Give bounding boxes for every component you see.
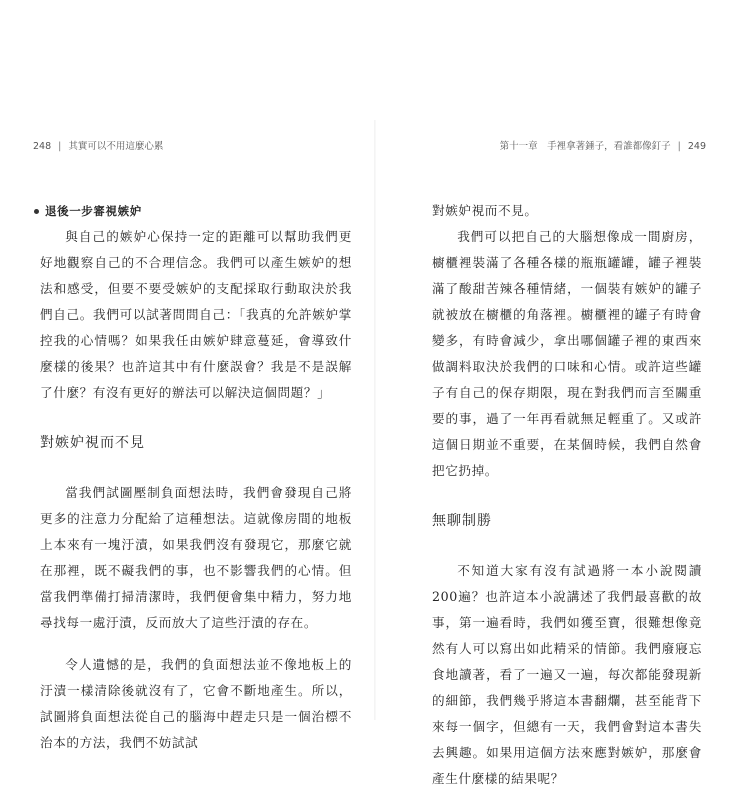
bullet-dot-icon bbox=[34, 209, 39, 214]
right-page-body bbox=[432, 198, 702, 792]
left-paragraph-3: 令人遺憾的是，我們的負面想法並不像地板上的汙漬一樣清除後就沒有了，它會不斷地產生。所以，試圖將負面想法從自己的腦海中趕走只是一個治標不治本的方法，我們不妨試試 bbox=[40, 657, 352, 750]
right-running-header bbox=[500, 138, 706, 152]
left-running-header bbox=[33, 138, 163, 152]
bullet-heading-text: 退後一步審視嫉妒 bbox=[45, 204, 142, 218]
right-paragraph-2: 不知道大家有沒有試過將一本小說閱讀200遍？也許這本小說講述了我們最喜歡的故事，第一遍看時，我們如獲至寶，很難想像竟然有人可以寫出如此精采的情節。我們廢寢忘食地讀著，看了一遍又一遍，每次都能發現新的細節，我們幾乎將這本書翻爛，甚至能背下來每一個字，但總有一天，我們會對這本書失去興趣。如果用這個方法來應對嫉妒，那麼會產生什麼樣的結果呢？ bbox=[432, 563, 702, 786]
right-page-number: 249 bbox=[687, 141, 706, 152]
left-page bbox=[0, 0, 375, 750]
header-separator: | bbox=[58, 141, 62, 152]
left-running-title: 其實可以不用這麼心累 bbox=[68, 141, 164, 152]
left-page-number: 248 bbox=[33, 141, 52, 152]
right-paragraph-1: 我們可以把自己的大腦想像成一間廚房，櫥櫃裡裝滿了各種各樣的瓶瓶罐罐，罐子裡裝滿了酸甜苦辣各種情緒，一個裝有嫉妒的罐子就被放在櫥櫃的角落裡。櫥櫃裡的罐子有時會變多，有時會減少，拿出哪個罐子裡的東西來做調料取決於我們的口味和心情。或許這些罐子有自己的保存期限，現在對我們而言至關重要的事，過了一年再看就無足輕重了。又或許這個日期並不重要，在某個時候，我們自然會把它扔掉。 bbox=[432, 229, 702, 478]
left-paragraph-1: 與自己的嫉妒心保持一定的距離可以幫助我們更好地觀察自己的不合理信念。我們可以產生嫉妒的想法和感受，但要不要受嫉妒的支配採取行動取決於我們自己。我們可以試著問問自己：「我真的允許嫉妒掌控我的心情嗎？如果我任由嫉妒肆意蔓延，會導致什麼樣的後果？也許這其中有什麼誤會？我是不是誤解了什麼？有沒有更好的辦法可以解決這個問題？」 bbox=[40, 229, 352, 400]
header-separator: | bbox=[677, 141, 681, 152]
left-paragraph-2: 當我們試圖壓制負面想法時，我們會發現自己將更多的注意力分配給了這種想法。這就像房間的地板上本來有一塊汙漬，如果我們沒有發現它，那麼它就在那裡，既不礙我們的事，也不影響我們的心情。但當我們準備打掃清潔時，我們便會集中精力，努力地尋找每一處汙漬，反而放大了這些汙漬的存在。 bbox=[40, 485, 352, 630]
left-section-heading: 對嫉妒視而不見 bbox=[40, 435, 145, 451]
bullet-heading bbox=[34, 198, 352, 224]
left-page-body bbox=[40, 198, 352, 756]
right-page bbox=[375, 0, 750, 786]
right-section-heading: 無聊制勝 bbox=[432, 513, 492, 529]
right-running-title: 第十一章 手裡拿著錘子，看誰都像釘子 bbox=[499, 141, 671, 152]
right-paragraph-0: 對嫉妒視而不見。 bbox=[432, 203, 538, 218]
